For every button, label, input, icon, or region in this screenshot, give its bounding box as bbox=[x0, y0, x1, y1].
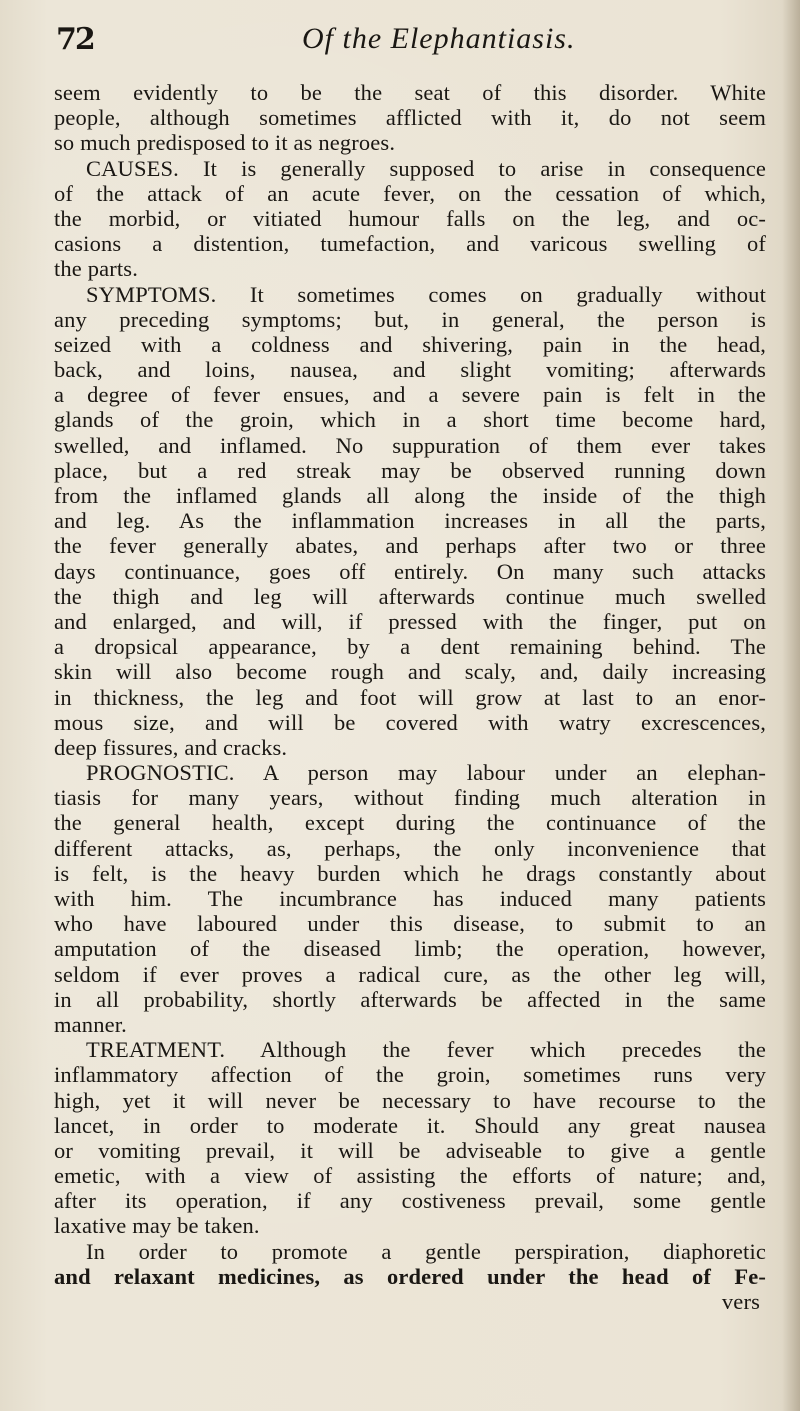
text-line: the fever generally abates, and perhaps after two or three bbox=[54, 533, 766, 559]
catch-word: vers bbox=[721, 1289, 760, 1314]
page-number: 72 bbox=[56, 22, 94, 57]
text-line: back, and loins, nausea, and slight vomiting; afterwards bbox=[54, 357, 766, 383]
text-line: amputation of the diseased limb; the operation, however, bbox=[54, 936, 766, 962]
text-line: glands of the groin, which in a short time become hard, bbox=[54, 407, 766, 433]
text-line: high, yet it will never be necessary to have recourse to the bbox=[54, 1087, 766, 1113]
text-line: who have laboured under this disease, to submit to an bbox=[54, 911, 766, 937]
text-line: laxative may be taken. bbox=[54, 1213, 260, 1239]
text-line: after its operation, if any costiveness prevail, some gentle bbox=[54, 1188, 766, 1214]
text-line: and enlarged, and will, if pressed with the finger, put on bbox=[54, 608, 766, 634]
text-line: from the inflamed glands all along the inside of the thigh bbox=[54, 483, 766, 508]
text-line: seem evidently to be the seat of this disorder. White bbox=[54, 80, 766, 105]
page-header bbox=[56, 22, 756, 62]
text-line: a dropsical appearance, by a dent remaining behind. The bbox=[54, 634, 766, 660]
section-causes: CAUSES. It is generally supposed to arise in consequence bbox=[86, 155, 766, 181]
text-line: seldom if ever proves a radical cure, as the other leg will, bbox=[54, 961, 766, 987]
text-line: and relaxant medicines, as ordered under the head of Fe- bbox=[54, 1263, 766, 1289]
text-line: a degree of fever ensues, and a severe pain is felt in the bbox=[54, 382, 766, 408]
text-line: seized with a coldness and shivering, pain in the head, bbox=[54, 331, 766, 357]
running-head: Of the Elephantiasis. bbox=[302, 22, 576, 55]
text-line: inflammatory affection of the groin, sometimes runs very bbox=[54, 1062, 766, 1088]
text-line: emetic, with a view of assisting the efforts of nature; and, bbox=[54, 1163, 766, 1189]
text-line: any preceding symptoms; but, in general, the person is bbox=[54, 306, 766, 332]
text-line: the thigh and leg will afterwards continue much swelled bbox=[54, 583, 766, 609]
text-line: in all probability, shortly afterwards be affected in the same bbox=[54, 986, 766, 1012]
text-line: people, although sometimes afflicted with it, do not seem bbox=[54, 105, 766, 131]
text-line: place, but a red streak may be observed running down bbox=[54, 457, 766, 483]
text-line: the parts. bbox=[54, 256, 138, 282]
text-line: of the attack of an acute fever, on the cessation of which, bbox=[54, 180, 766, 206]
page-edge-shadow bbox=[782, 0, 800, 1411]
section-treatment: TREATMENT. Although the fever which precedes the bbox=[86, 1037, 766, 1063]
section-symptoms: SYMPTOMS. It sometimes comes on gradually without bbox=[86, 281, 766, 307]
text-line: lancet, in order to moderate it. Should any great nausea bbox=[54, 1112, 766, 1138]
text-line: mous size, and will be covered with watry excrescences, bbox=[54, 709, 766, 735]
text-line: the morbid, or vitiated humour falls on the leg, and oc- bbox=[54, 205, 766, 231]
section-prognostic: PROGNOSTIC. A person may labour under an elephan- bbox=[86, 760, 766, 786]
body-text bbox=[54, 80, 766, 1314]
text-line: is felt, is the heavy burden which he drags constantly about bbox=[54, 860, 766, 886]
text-line: different attacks, as, perhaps, the only inconvenience that bbox=[54, 835, 766, 861]
text-line: and leg. As the inflammation increases in all the parts, bbox=[54, 508, 766, 534]
text-line: skin will also become rough and scaly, and, daily increasing bbox=[54, 659, 766, 685]
text-line: deep fissures, and cracks. bbox=[54, 734, 288, 760]
text-line: in thickness, the leg and foot will grow at last to an enor- bbox=[54, 684, 766, 710]
text-line: tiasis for many years, without finding much alteration in bbox=[54, 785, 766, 811]
text-line: manner. bbox=[54, 1011, 127, 1037]
text-line: In order to promote a gentle perspiration, diaphoretic bbox=[86, 1238, 766, 1264]
text-line: the general health, except during the continuance of the bbox=[54, 810, 766, 836]
text-line: so much predisposed to it as negroes. bbox=[54, 130, 396, 156]
text-line: or vomiting prevail, it will be adviseable to give a gentle bbox=[54, 1137, 766, 1163]
text-line: days continuance, goes off entirely. On many such attacks bbox=[54, 558, 766, 584]
text-line: casions a distention, tumefaction, and varicous swelling of bbox=[54, 231, 766, 257]
text-line: with him. The incumbrance has induced many patients bbox=[54, 886, 766, 911]
text-line: swelled, and inflamed. No suppuration of them ever takes bbox=[54, 432, 766, 458]
